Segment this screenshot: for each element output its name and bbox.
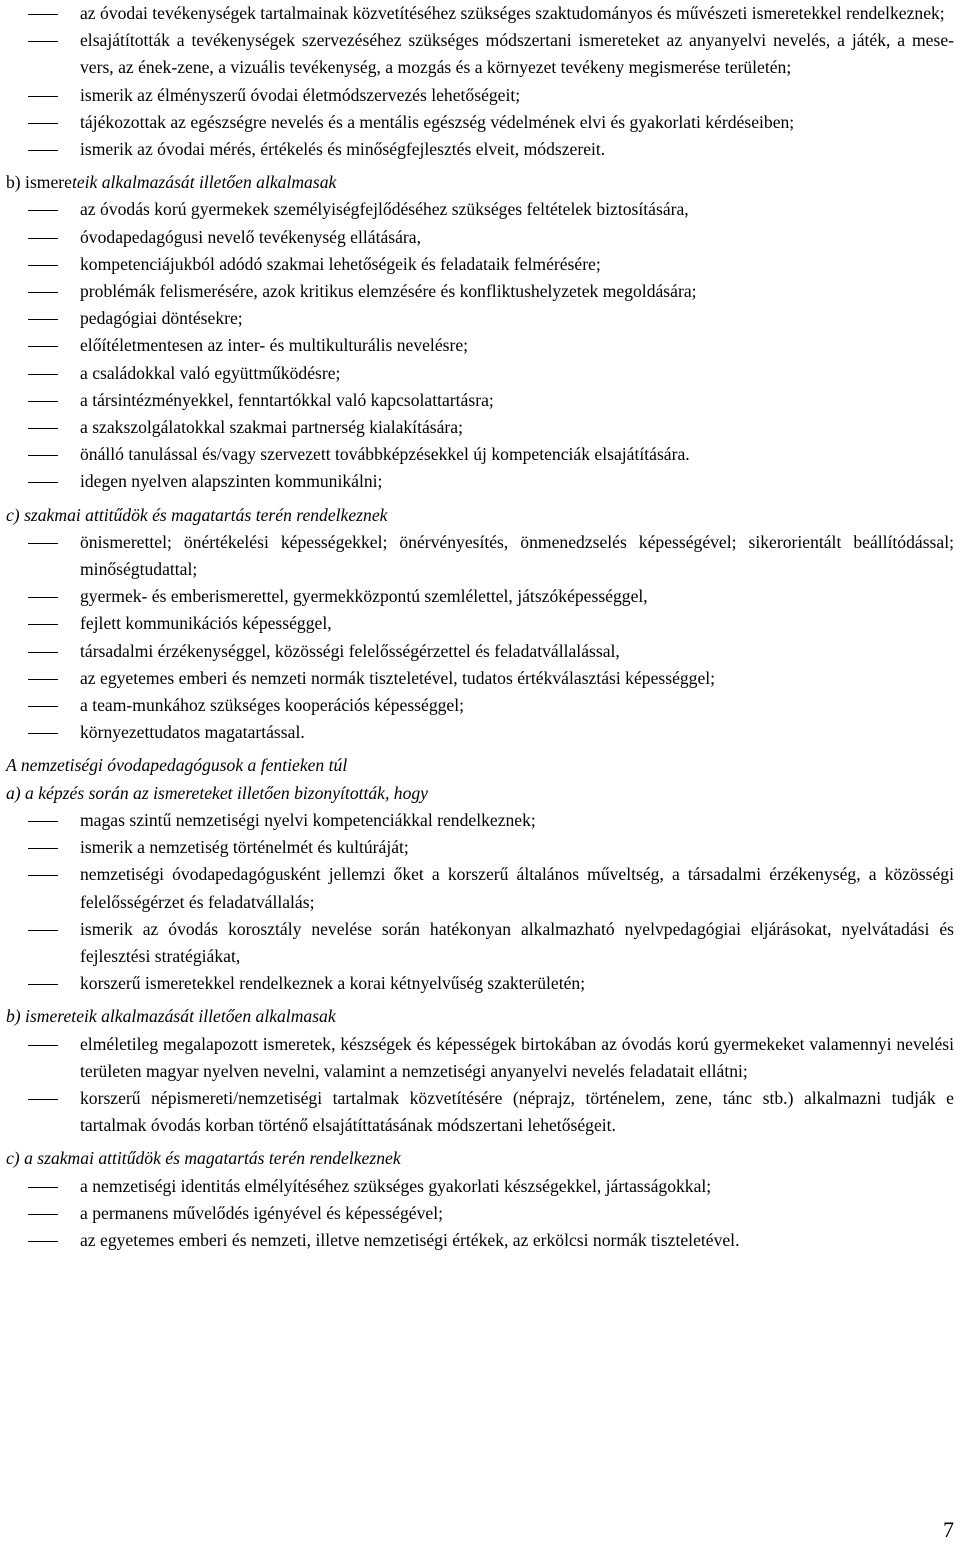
dash-bullet-icon [28, 1173, 58, 1200]
section-heading-c2: c) a szakmai attitűdök és magatartás terén rendelkeznek [6, 1148, 401, 1169]
section-heading-c: c) szakmai attitűdök és magatartás terén rendelkeznek [6, 504, 388, 525]
dash-bullet-icon [28, 360, 58, 387]
list-item: ismerik a nemzetiség történelmét és kultúráját; [6, 834, 954, 861]
dash-bullet-icon [28, 414, 58, 441]
list-item: az egyetemes emberi és nemzeti normák tiszteletével, tudatos értékválasztási képességgel; [6, 665, 954, 692]
dash-bullet-icon [28, 970, 58, 997]
dash-bullet-icon [28, 305, 58, 332]
list-item: a családokkal való együttműködésre; [6, 360, 954, 387]
dash-bullet-icon [28, 916, 58, 943]
dash-bullet-icon [28, 583, 58, 610]
list-item: társadalmi érzékenységgel, közösségi felelősségérzettel és feladatvállalással, [6, 638, 954, 665]
list-item: ismerik az óvodai mérés, értékelés és minőségfejlesztés elveit, módszereit. [6, 136, 954, 163]
dash-bullet-icon [28, 468, 58, 495]
list-item: az óvodai tevékenységek tartalmainak közvetítéséhez szükséges szaktudományos és művészeti ismeretekkel rendelkeznek; [6, 0, 954, 27]
list-item: kompetenciájukból adódó szakmai lehetőségeik és feladataik felmérésére; [6, 251, 954, 278]
section-a2-list [6, 807, 954, 997]
dash-bullet-icon [28, 692, 58, 719]
list-item: magas szintű nemzetiségi nyelvi kompetenciákkal rendelkeznek; [6, 807, 954, 834]
list-item: ismerik az élményszerű óvodai életmódszervezés lehetőségeit; [6, 82, 954, 109]
dash-bullet-icon [28, 109, 58, 136]
dash-bullet-icon [28, 251, 58, 278]
dash-bullet-icon [28, 1227, 58, 1254]
section-c2-list [6, 1173, 954, 1255]
list-item: a team-munkához szükséges kooperációs képességgel; [6, 692, 954, 719]
dash-bullet-icon [28, 719, 58, 746]
dash-bullet-icon [28, 1031, 58, 1058]
dash-bullet-icon [28, 529, 58, 556]
list-item: önálló tanulással és/vagy szervezett továbbképzésekkel új kompetenciák elsajátítására. [6, 441, 954, 468]
list-item: nemzetiségi óvodapedagógusként jellemzi őket a korszerű általános műveltség, a társadalmi érzékenység, a közösségi felelősségérzet és feladatvállalás; [6, 861, 954, 915]
dash-bullet-icon [28, 224, 58, 251]
dash-bullet-icon [28, 82, 58, 109]
section-heading-b: b) ismereteik alkalmazását illetően alkalmasak [6, 172, 337, 193]
list-item: a társintézményekkel, fenntartókkal való kapcsolattartásra; [6, 387, 954, 414]
section-a-list [6, 0, 954, 163]
dash-bullet-icon [28, 27, 58, 54]
list-item: korszerű népismereti/nemzetiségi tartalmak közvetítésére (néprajz, történelem, zene, tánc stb.) alkalmazni tudják e tartalmak óvodás korban történő elsajátíttatásának módszertani lehetőségeit. [6, 1085, 954, 1139]
dash-bullet-icon [28, 861, 58, 888]
list-item: önismerettel; önértékelési képességekkel; önérvényesítés, önmenedzselés képességével; sikerorientált beállítódással; minőségtudattal; [6, 529, 954, 583]
dash-bullet-icon [28, 278, 58, 305]
page-number: 7 [943, 1517, 954, 1542]
list-item: tájékozottak az egészségre nevelés és a mentális egészség védelmének elvi és gyakorlati kérdéseiben; [6, 109, 954, 136]
dash-bullet-icon [28, 0, 58, 27]
list-item: elsajátították a tevékenységek szervezéséhez szükséges módszertani ismereteket az anyanyelvi nevelés, a játék, a mese-vers, az ének-zene, a vizuális tevékenység, a mozgás és a környezet tevékeny megismerése területén; [6, 27, 954, 81]
dash-bullet-icon [28, 1200, 58, 1227]
list-item: a szakszolgálatokkal szakmai partnerség kialakítására; [6, 414, 954, 441]
section-b-list [6, 196, 954, 495]
dash-bullet-icon [28, 196, 58, 223]
nationality-heading: A nemzetiségi óvodapedagógusok a fentieken túl [6, 755, 348, 776]
section-heading-a2: a) a képzés során az ismereteket illetően bizonyították, hogy [6, 782, 428, 803]
list-item: elméletileg megalapozott ismeretek, készségek és képességek birtokában az óvodás korú gyermekeket valamennyi nevelési területen magyar nyelven nevelni, valamint a nemzetiségi anyanyelvi nevelés feladatait ellátni; [6, 1031, 954, 1085]
dash-bullet-icon [28, 441, 58, 468]
list-item: óvodapedagógusi nevelő tevékenység ellátására, [6, 224, 954, 251]
section-b2-list [6, 1031, 954, 1140]
list-item: korszerű ismeretekkel rendelkeznek a korai kétnyelvűség szakterületén; [6, 970, 954, 997]
list-item: problémák felismerésére, azok kritikus elemzésére és konfliktushelyzetek megoldására; [6, 278, 954, 305]
list-item: fejlett kommunikációs képességgel, [6, 610, 954, 637]
section-c-list [6, 529, 954, 747]
list-item: környezettudatos magatartással. [6, 719, 954, 746]
list-item: előítéletmentesen az inter- és multikulturális nevelésre; [6, 332, 954, 359]
list-item: idegen nyelven alapszinten kommunikálni; [6, 468, 954, 495]
dash-bullet-icon [28, 665, 58, 692]
dash-bullet-icon [28, 387, 58, 414]
list-item: pedagógiai döntésekre; [6, 305, 954, 332]
dash-bullet-icon [28, 1085, 58, 1112]
document-page [6, 0, 954, 1254]
list-item: az óvodás korú gyermekek személyiségfejlődéséhez szükséges feltételek biztosítására, [6, 196, 954, 223]
dash-bullet-icon [28, 332, 58, 359]
list-item: a permanens művelődés igényével és képességével; [6, 1200, 954, 1227]
dash-bullet-icon [28, 610, 58, 637]
dash-bullet-icon [28, 136, 58, 163]
list-item: az egyetemes emberi és nemzeti, illetve nemzetiségi értékek, az erkölcsi normák tiszteletével. [6, 1227, 954, 1254]
dash-bullet-icon [28, 807, 58, 834]
section-heading-b2: b) ismereteik alkalmazását illetően alkalmasak [6, 1006, 336, 1027]
list-item: gyermek- és emberismerettel, gyermekközpontú szemlélettel, játszóképességgel, [6, 583, 954, 610]
dash-bullet-icon [28, 638, 58, 665]
list-item: ismerik az óvodás korosztály nevelése során hatékonyan alkalmazható nyelvpedagógiai eljárásokat, nyelvátadási és fejlesztési stratégiákat, [6, 916, 954, 970]
list-item: a nemzetiségi identitás elmélyítéséhez szükséges gyakorlati készségekkel, jártasságokkal; [6, 1173, 954, 1200]
dash-bullet-icon [28, 834, 58, 861]
